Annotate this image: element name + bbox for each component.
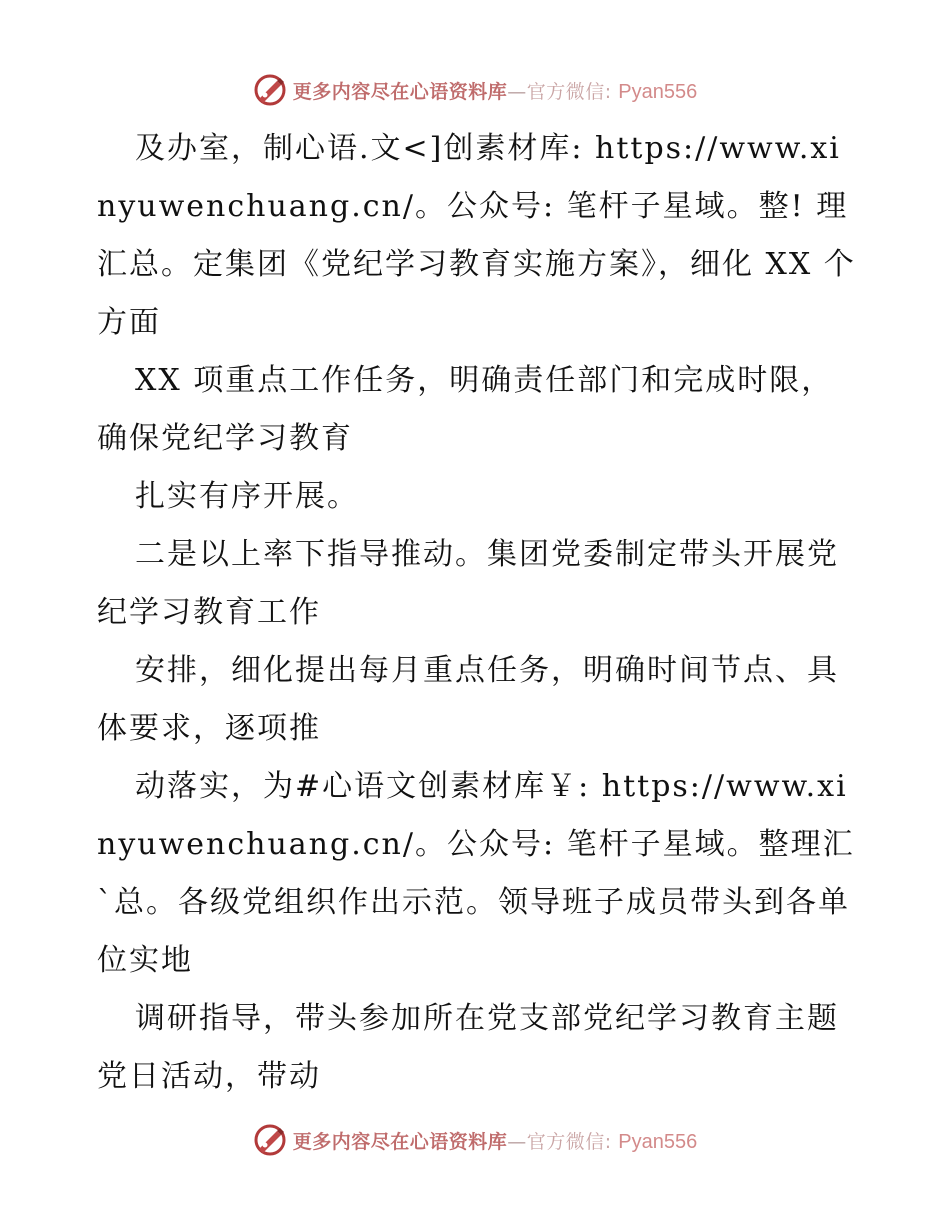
paragraph-6: 动落实，为#心语文创素材库￥: https://www.xinyuwenchuang.cn/。公众号: 笔杆子星域。整理汇`总。各级党组织作出示范。领导班子成员带头到各单位实地 <box>97 769 855 978</box>
footer-wechat-handle: Pyan556 <box>618 1130 698 1153</box>
pen-emblem-icon <box>253 73 287 107</box>
header-colon: : <box>604 80 612 103</box>
header-separator: — <box>507 80 527 103</box>
pen-emblem-icon <box>253 1123 287 1157</box>
header-wechat-handle: Pyan556 <box>618 80 698 103</box>
footer-colon: : <box>604 1130 612 1153</box>
paragraph-4: 二是以上率下指导推动。集团党委制定带头开展党纪学习教育工作 <box>97 537 839 630</box>
header-wechat-label: 官方微信 <box>526 80 605 103</box>
header-watermark-banner <box>0 70 950 110</box>
footer-watermark-banner <box>0 1120 950 1160</box>
document-body <box>97 120 857 1106</box>
header-banner-text <box>293 77 697 104</box>
paragraph-5: 安排，细化提出每月重点任务，明确时间节点、具体要求，逐项推 <box>97 653 839 746</box>
paragraph-1: 及办室，制心语.文<]创素材库: https://www.xinyuwenchuang.cn/。公众号: 笔杆子星域。整! 理汇总。定集团《党纪学习教育实施方案》，细化 XX 个方面 <box>97 131 856 340</box>
footer-wechat-label: 官方微信 <box>526 1130 605 1153</box>
paragraph-3: 扎实有序开展。 <box>135 479 359 514</box>
paragraph-7: 调研指导，带头参加所在党支部党纪学习教育主题党日活动，带动 <box>97 1001 839 1094</box>
paragraph-2: XX 项重点工作任务，明确责任部门和完成时限，确保党纪学习教育 <box>97 363 834 456</box>
header-site-text: 更多内容尽在心语资料库 <box>292 80 508 103</box>
footer-separator: — <box>507 1130 527 1153</box>
footer-banner-text <box>293 1127 697 1154</box>
footer-site-text: 更多内容尽在心语资料库 <box>292 1130 508 1153</box>
